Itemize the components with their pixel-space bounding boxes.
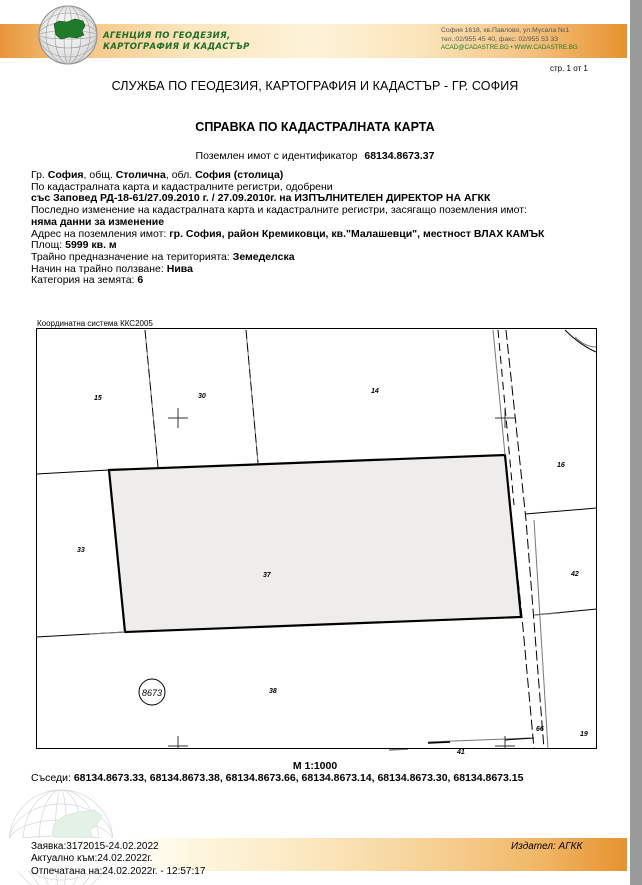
parcel-label-30: 30 [198, 393, 206, 400]
usage-label: Начин на трайно ползване: [31, 262, 164, 275]
area-label: Площ: [31, 239, 63, 252]
category-label: Категория на земята: [31, 274, 135, 287]
agency-address: София 1618, кв.Павлово, ул.Мусала №1 [441, 27, 570, 34]
parcel-label-42: 42 [571, 571, 579, 578]
usage-value: Нива [166, 262, 193, 275]
parcel-label-33: 33 [77, 547, 85, 554]
request-number: Заявка:3172015-24.02.2022 [31, 841, 159, 852]
parcel-label-15: 15 [94, 395, 102, 402]
document-title: СПРАВКА ПО КАДАСТРАЛНАТА КАРТА [195, 120, 435, 134]
agency-phone-fax: тел.:02/955 45 40, факс: 02/955 53 33 [441, 35, 559, 43]
parcel-label-41: 41 [457, 749, 465, 756]
office-title: СЛУЖБА ПО ГЕОДЕЗИЯ, КАРТОГРАФИЯ И КАДАСТЪР - ГР. СОФИЯ [111, 79, 519, 93]
area-value: 5999 кв. м [65, 239, 117, 252]
neighbours-value: 68134.8673.33, 68134.8673.38, 68134.8673.66, 68134.8673.14, 68134.8673.30, 68134.8673.15 [73, 772, 524, 784]
parcel-label-16: 16 [557, 462, 565, 469]
address-value: гр. София, район Кремиковци, кв."Малашевци", местност ВЛАХ КАМЪК [169, 227, 545, 240]
parcel-label-14: 14 [371, 388, 379, 395]
neighbours-label: Съседи: [31, 772, 71, 784]
footer-info [31, 841, 205, 878]
city-prefix: Гр. [31, 169, 45, 181]
printed-on: Отпечатана на:24.02.2022г. - 12:57:17 [31, 865, 206, 877]
agency-web-links[interactable]: ACAD@CADASTRE.BG • WWW.CADASTRE.BG [441, 44, 578, 51]
coordinate-system-label: Координатна система ККС2005 [37, 319, 153, 328]
agency-name-line1: АГЕНЦИЯ ПО ГЕОДЕЗИЯ, [103, 31, 231, 41]
actual-as-of: Актуално към:24.02.2022г. [31, 853, 153, 865]
purpose-label: Трайно предназначение на територията: [31, 250, 230, 263]
municipality-value: Столична [115, 169, 166, 181]
block-number: 8673 [141, 688, 163, 698]
parcel-label-66: 66 [536, 726, 544, 733]
category-value: 6 [137, 274, 144, 287]
neighbours-line [31, 772, 523, 784]
subject-parcel-37 [109, 455, 521, 632]
agency-name-line2: КАРТОГРАФИЯ И КАДАСТЪР [103, 42, 250, 52]
city-value: София [47, 169, 84, 181]
region-value: София (столица) [195, 169, 284, 181]
plot-id-label: Поземлен имот с идентификатор [195, 150, 358, 162]
page-number: стр. 1 от 1 [550, 64, 588, 73]
parcel-label-37: 37 [263, 572, 271, 579]
approval-text: По кадастралната карта и кадастралните регистри, одобрени [31, 180, 333, 193]
region-prefix: , обл. [165, 169, 193, 181]
purpose-value: Земеделска [232, 250, 295, 263]
municipality-prefix: , общ. [83, 169, 113, 181]
approval-order: със Заповед РД-18-61/27.09.2010 г. / 27.09.2010г. на ИЗПЪЛНИТЕЛЕН ДИРЕКТОР НА АГКК [31, 192, 491, 205]
last-change-value: няма данни за изменение [31, 215, 165, 228]
map-scale: M 1:1000 [292, 760, 338, 772]
parcel-label-38: 38 [269, 688, 277, 695]
address-label: Адрес на поземления имот: [31, 227, 167, 240]
parcel-label-19: 19 [580, 731, 588, 738]
last-change-label: Последно изменение на кадастралната карта и кадастралните регистри, засягащо поземления имот: [31, 204, 527, 217]
publisher: Издател: АГКК [511, 841, 583, 852]
plot-id-value: 68134.8673.37 [364, 150, 435, 162]
vertical-scrollbar[interactable] [630, 0, 642, 885]
